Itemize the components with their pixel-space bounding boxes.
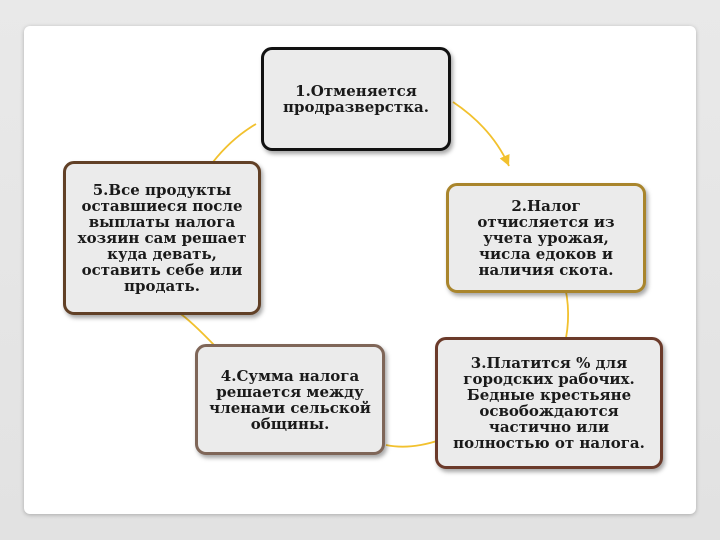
step-1-node <box>261 47 451 151</box>
step-3-node <box>435 337 663 469</box>
step-2-node <box>446 183 646 293</box>
step-2-text: 2.Налог отчисляется из учета урожая, числа едоков и наличия скота. <box>477 197 615 279</box>
step-1-text: 1.Отменяется продразверстка. <box>283 82 429 116</box>
step-4-text: 4.Сумма налога решается между членами сельской общины. <box>209 366 371 433</box>
step-5-text: 5.Все продукты оставшиеся после выплаты налога хозяин сам решает куда девать, оставить себе или продать. <box>77 181 247 295</box>
step-4-node <box>195 344 385 455</box>
step-3-text: 3.Платится % для городских рабочих. Бедные крестьяне освобождаются частично или полностью от налога. <box>453 354 645 452</box>
step-5-node <box>63 161 261 315</box>
